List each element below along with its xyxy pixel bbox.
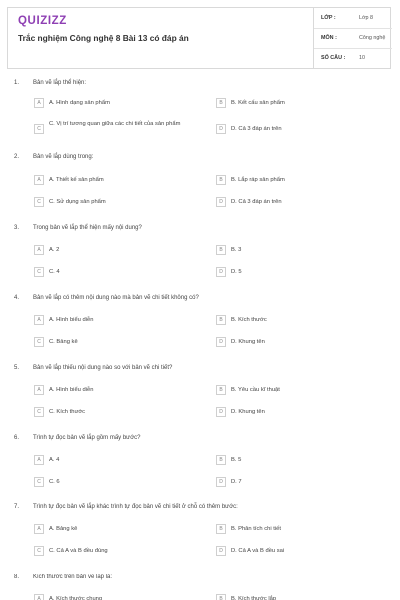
option-text: B. Lắp ráp sản phẩm — [231, 177, 285, 183]
option-text: C. Cả A và B đều đúng — [49, 548, 108, 554]
option-text: D. 5 — [231, 269, 242, 275]
meta-label: SỐ CÂU : — [321, 55, 346, 61]
question-number: 4. — [14, 295, 20, 301]
option-text: D. Khung tên — [231, 339, 265, 345]
option-d[interactable] — [216, 337, 386, 351]
document-header — [7, 7, 391, 69]
option-d[interactable] — [216, 197, 386, 211]
option-text: C. 6 — [49, 479, 60, 485]
option-c[interactable] — [34, 546, 204, 560]
meta-value: Công nghệ — [359, 35, 386, 41]
option-letter-box: B — [216, 245, 226, 255]
option-a[interactable] — [34, 98, 204, 112]
option-text: A. Hình dạng sản phẩm — [49, 100, 110, 106]
question-text: Bản vẽ lắp dùng trong: — [33, 154, 94, 160]
question-number: 3. — [14, 225, 20, 231]
option-text: D. Cả 3 đáp án trên — [231, 199, 282, 205]
question-4 — [0, 295, 400, 365]
option-letter-box: D — [216, 407, 226, 417]
option-text: C. Sử dụng sản phẩm — [49, 199, 106, 205]
option-letter-box: B — [216, 175, 226, 185]
question-6 — [0, 435, 400, 505]
option-text: D. Khung tên — [231, 409, 265, 415]
option-text: C. Bảng kê — [49, 339, 78, 345]
option-a[interactable] — [34, 594, 204, 600]
option-b[interactable] — [216, 245, 386, 259]
question-2 — [0, 154, 400, 224]
option-a[interactable] — [34, 524, 204, 538]
question-1 — [0, 80, 400, 150]
question-3 — [0, 225, 400, 295]
option-d[interactable] — [216, 124, 386, 138]
option-letter-box: D — [216, 477, 226, 487]
option-text: B. Kích thước — [231, 317, 267, 323]
question-text: Trong bản vẽ lắp thể hiện mấy nội dung? — [33, 225, 142, 231]
option-letter-box: A — [34, 385, 44, 395]
question-text: Trình tự đọc bản vẽ lắp khác trình tự đọc bản vẽ chi tiết ở chỗ có thêm bước: — [33, 504, 238, 510]
option-text: B. 5 — [231, 457, 242, 463]
option-b[interactable] — [216, 98, 386, 112]
option-letter-box: C — [34, 337, 44, 347]
option-letter-box: C — [34, 407, 44, 417]
option-text: B. Phân tích chi tiết — [231, 526, 281, 532]
option-a[interactable] — [34, 175, 204, 189]
option-letter-box: A — [34, 594, 44, 600]
question-number: 2. — [14, 154, 20, 160]
option-d[interactable] — [216, 267, 386, 281]
option-text: A. 4 — [49, 457, 60, 463]
option-letter-box: D — [216, 197, 226, 207]
option-text: C. Kích thước — [49, 409, 86, 415]
option-text: A. Bảng kê — [49, 526, 78, 532]
quizizz-logo: QUIZIZZ — [18, 15, 67, 27]
option-a[interactable] — [34, 455, 204, 469]
option-text: D. Cả 3 đáp án trên — [231, 126, 282, 132]
option-letter-box: D — [216, 267, 226, 277]
option-b[interactable] — [216, 594, 386, 600]
question-8 — [0, 574, 400, 600]
option-letter-box: C — [34, 197, 44, 207]
option-c[interactable] — [34, 407, 204, 421]
option-letter-box: B — [216, 594, 226, 600]
option-text: B. Yêu cầu kĩ thuật — [231, 387, 280, 393]
option-letter-box: A — [34, 524, 44, 534]
option-c[interactable] — [34, 477, 204, 491]
option-letter-box: C — [34, 267, 44, 277]
option-c[interactable] — [34, 267, 204, 281]
question-text: Kích thước trên bản vẽ lắp là: — [33, 574, 112, 580]
meta-table — [313, 8, 392, 68]
meta-label: LỚP : — [321, 15, 336, 21]
option-letter-box: B — [216, 455, 226, 465]
option-text: D. Cả A và B đều sai — [231, 548, 285, 554]
question-number: 5. — [14, 365, 20, 371]
question-5 — [0, 365, 400, 435]
option-letter-box: C — [34, 546, 44, 556]
question-number: 8. — [14, 574, 20, 580]
option-b[interactable] — [216, 315, 386, 329]
question-text: Bản vẽ lắp thể hiện: — [33, 80, 87, 86]
option-text: B. Kết cấu sản phẩm — [231, 100, 285, 106]
meta-value: 10 — [359, 55, 365, 61]
option-text: A. 2 — [49, 247, 60, 253]
option-letter-box: D — [216, 124, 226, 134]
question-7 — [0, 504, 400, 574]
question-text: Trình tự đọc bản vẽ lắp gồm mấy bước? — [33, 435, 141, 441]
option-text: C. 4 — [49, 269, 60, 275]
meta-row-count — [314, 48, 392, 68]
option-text: C. Vị trí tương quan giữa các chi tiết của sản phẩm — [49, 121, 181, 127]
option-b[interactable] — [216, 175, 386, 189]
question-number: 6. — [14, 435, 20, 441]
page-title: Trắc nghiệm Công nghệ 8 Bài 13 có đáp án — [18, 33, 189, 43]
option-text: B. Kích thước lắp — [231, 596, 277, 600]
option-letter-box: A — [34, 315, 44, 325]
option-text: A. Hình biểu diễn — [49, 387, 94, 393]
option-d[interactable] — [216, 546, 386, 560]
option-b[interactable] — [216, 385, 386, 399]
meta-row-class — [314, 8, 392, 29]
option-letter-box: C — [34, 477, 44, 487]
option-a[interactable] — [34, 385, 204, 399]
option-letter-box: A — [34, 455, 44, 465]
option-c[interactable] — [34, 337, 204, 351]
option-b[interactable] — [216, 524, 386, 538]
meta-value: Lớp 8 — [359, 15, 374, 21]
question-number: 7. — [14, 504, 20, 510]
question-text: Bản vẽ lắp thiếu nội dung nào so với bản vẽ chi tiết? — [33, 365, 173, 371]
option-text: D. 7 — [231, 479, 242, 485]
option-text: A. Hình biểu diễn — [49, 317, 94, 323]
question-text: Bản vẽ lắp có thêm nội dung nào mà bản vẽ chi tiết không có? — [33, 295, 199, 301]
option-letter-box: D — [216, 546, 226, 556]
option-d[interactable] — [216, 477, 386, 491]
option-letter-box: A — [34, 98, 44, 108]
question-number: 1. — [14, 80, 20, 86]
option-text: A. Kích thước chung — [49, 596, 103, 600]
option-b[interactable] — [216, 455, 386, 469]
option-text: B. 3 — [231, 247, 242, 253]
option-letter-box: B — [216, 385, 226, 395]
option-letter-box: B — [216, 315, 226, 325]
option-c[interactable] — [34, 121, 204, 135]
option-letter-box: A — [34, 175, 44, 185]
option-letter-box: C — [34, 124, 44, 134]
option-a[interactable] — [34, 245, 204, 259]
option-letter-box: D — [216, 337, 226, 347]
meta-label: MÔN : — [321, 35, 337, 41]
meta-row-subject — [314, 28, 392, 49]
option-letter-box: B — [216, 98, 226, 108]
option-letter-box: B — [216, 524, 226, 534]
option-a[interactable] — [34, 315, 204, 329]
option-d[interactable] — [216, 407, 386, 421]
option-letter-box: A — [34, 245, 44, 255]
option-text: A. Thiết kế sản phẩm — [49, 177, 104, 183]
option-c[interactable] — [34, 197, 204, 211]
